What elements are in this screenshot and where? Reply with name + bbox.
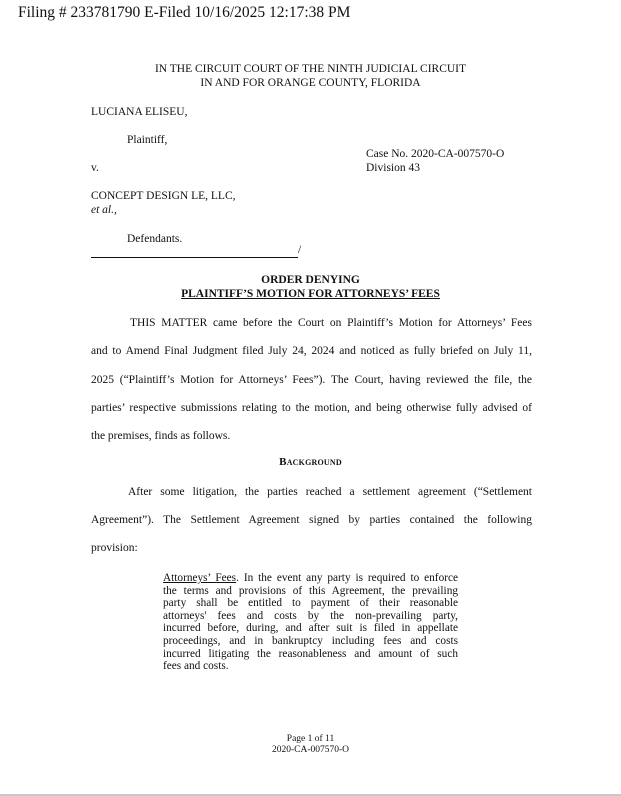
background-heading: Background (279, 456, 342, 468)
court-name-line-2: IN AND FOR ORANGE COUNTY, FLORIDA (200, 77, 421, 89)
settlement-provision-quote (163, 572, 458, 673)
quote-line: incurred before, during, and after suit is filed in appellate (163, 622, 458, 635)
intro-line: 2025 (“Plaintiff’s Motion for Attorneys’ Fees”). The Court, having reviewed the file, the (91, 374, 532, 386)
caption-slash: / (298, 244, 302, 256)
intro-line: and to Amend Final Judgment filed July 24, 2024 and noticed as fully briefed on July 11, (91, 345, 532, 357)
quote-line: party shall be entitled to payment of their reasonable (163, 597, 458, 610)
defendant-name: CONCEPT DESIGN LE, LLC, (91, 190, 236, 202)
intro-line: the premises, finds as follows. (91, 430, 231, 442)
plaintiff-role: Plaintiff, (127, 134, 168, 146)
intro-line: parties’ respective submissions relating to the motion, and being otherwise fully advised of (91, 402, 532, 414)
order-title-underlined: PLAINTIFF’S MOTION FOR ATTORNEYS’ FEES (181, 288, 440, 300)
court-name-line-1: IN THE CIRCUIT COURT OF THE NINTH JUDICIAL CIRCUIT (154, 63, 467, 75)
quote-line: incurred litigating the reasonableness and amount of such (163, 647, 458, 660)
quote-line: fees and costs. (163, 660, 229, 673)
filing-stamp: Filing # 233781790 E-Filed 10/16/2025 12:17:38 PM (18, 4, 351, 21)
plaintiff-name: LUCIANA ELISEU, (91, 106, 188, 118)
quote-line: attorneys' fees and costs by the non-prevailing party, (163, 609, 458, 622)
defendant-et-al: et al., (91, 204, 117, 216)
intro-line: THIS MATTER came before the Court on Plaintiff’s Motion for Attorneys’ Fees (130, 317, 532, 329)
versus: v. (91, 162, 99, 174)
caption-rule (91, 257, 298, 258)
footer-case-number: 2020-CA-007570-O (271, 745, 350, 755)
order-title-line-1: ORDER DENYING (261, 274, 360, 286)
division: Division 43 (366, 162, 420, 174)
order-title-line-2 (0, 287, 621, 301)
quote-line: the terms and provisions of this Agreement, the prevailing (163, 584, 458, 597)
quote-first-line: . In the event any party is required to enforce (236, 572, 459, 584)
background-line: Agreement”). The Settlement Agreement signed by parties contained the following (91, 514, 532, 526)
quote-heading: Attorneys’ Fees (163, 572, 237, 584)
page-number: Page 1 of 11 (286, 734, 335, 744)
background-line: provision: (91, 542, 138, 554)
quote-line: proceedings, and in bankruptcy including fees and costs (163, 634, 458, 647)
background-line: After some litigation, the parties reached a settlement agreement (“Settlement (128, 486, 532, 498)
case-number: Case No. 2020-CA-007570-O (366, 148, 505, 160)
defendant-role: Defendants. (127, 233, 183, 245)
quote-line (163, 572, 458, 585)
